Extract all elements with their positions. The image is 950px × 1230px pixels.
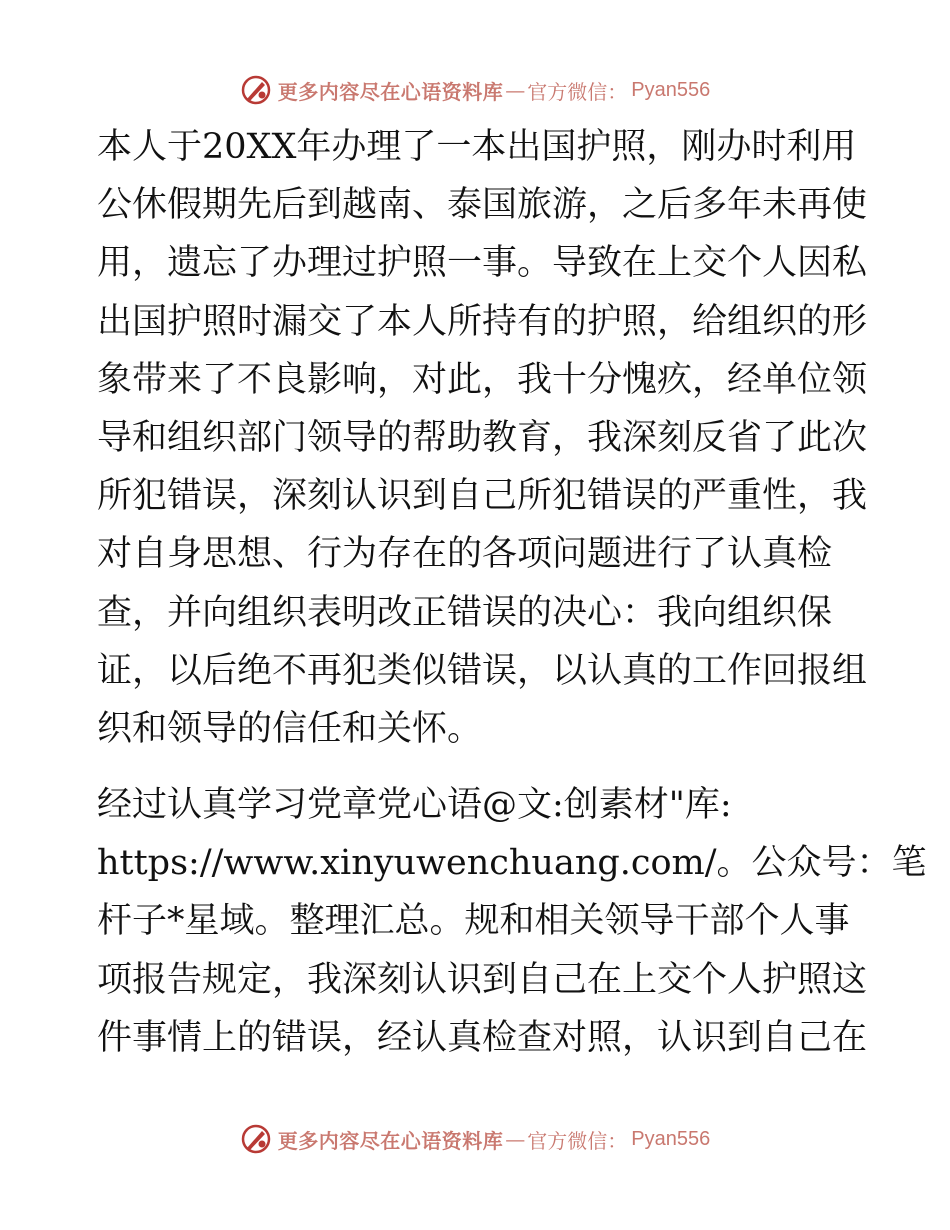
text-line: 象带来了不良影响，对此，我十分愧疚，经单位领 xyxy=(97,359,868,400)
banner-wechat-id: Pyan556 xyxy=(631,1127,711,1150)
pen-logo-icon xyxy=(240,74,272,106)
footer-banner xyxy=(0,1119,950,1159)
banner-title: 更多内容尽在心语资料库 xyxy=(277,1128,504,1153)
text-line: 查，并向组织表明改正错误的决心：我向组织保 xyxy=(97,592,833,633)
banner-dash: — xyxy=(505,78,526,102)
text-line: 件事情上的错误，经认真检查对照，认识到自己在 xyxy=(97,1017,868,1058)
text-line: 证，以后绝不再犯类似错误，以认真的工作回报组 xyxy=(97,650,868,691)
text-line: 本人于20XX年办理了一本出国护照，刚办时利用 xyxy=(97,127,857,167)
text-line: 公休假期先后到越南、泰国旅游，之后多年未再使 xyxy=(97,185,868,226)
banner-dash: — xyxy=(505,1127,526,1151)
paragraph-1 xyxy=(97,118,868,758)
paragraph-gap xyxy=(97,758,857,776)
text-line: 出国护照时漏交了本人所持有的护照，给组织的形 xyxy=(97,301,868,342)
text-line: https://www.xinyuwenchuang.com/。公众号：笔 xyxy=(97,843,927,884)
text-line: 导和组织部门领导的帮助教育，我深刻反省了此次 xyxy=(97,417,868,458)
pen-logo-icon xyxy=(240,1123,272,1155)
paragraph-2 xyxy=(97,776,927,1067)
banner-wechat-label: 官方微信： xyxy=(527,1128,628,1153)
text-line: 项报告规定，我深刻认识到自己在上交个人护照这 xyxy=(97,959,868,1000)
text-line: 经过认真学习党章党心语@文:创素材"库: xyxy=(97,785,732,826)
text-line: 织和领导的信任和关怀。 xyxy=(97,708,483,749)
text-line: 所犯错误，深刻认识到自己所犯错误的严重性，我 xyxy=(97,476,868,517)
document-body xyxy=(97,118,927,1067)
banner-wechat-label: 官方微信： xyxy=(527,79,628,104)
header-banner xyxy=(0,70,950,110)
text-line: 杆子*星域。整理汇总。规和相关领导干部个人事 xyxy=(97,901,850,942)
text-line: 用，遗忘了办理过护照一事。导致在上交个人因私 xyxy=(97,243,868,284)
text-line: 对自身思想、行为存在的各项问题进行了认真检 xyxy=(97,534,833,575)
banner-title: 更多内容尽在心语资料库 xyxy=(277,79,504,104)
banner-wechat-id: Pyan556 xyxy=(631,78,711,101)
